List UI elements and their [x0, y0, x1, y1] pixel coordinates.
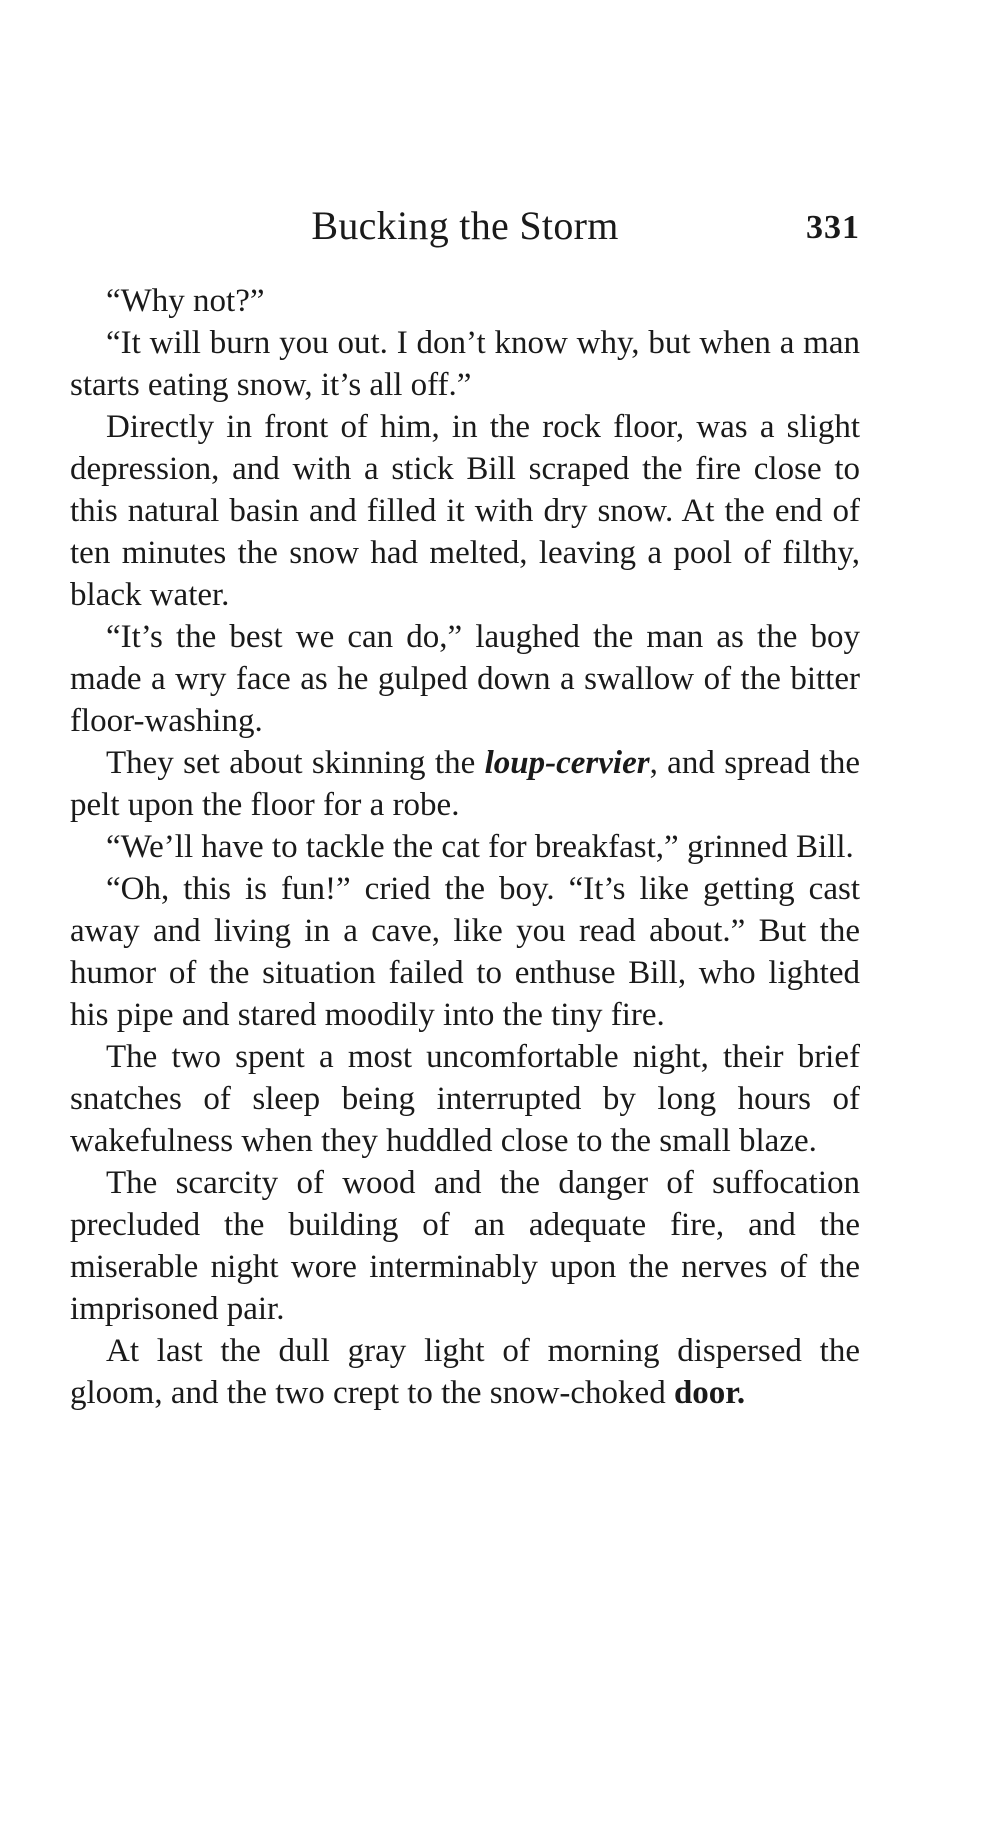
text-span: At last the dull gray light of morning dispersed the gloom, and the two crept to the snow-choked — [70, 1333, 860, 1411]
page-header — [70, 196, 860, 256]
body-text — [70, 280, 860, 1414]
paragraph: “We’ll have to tackle the cat for breakfast,” grinned Bill. — [106, 829, 854, 865]
paragraph: “It’s the best we can do,” laughed the man as the boy made a wry face as he gulped down a swallow of the bitter floor-washing. — [70, 619, 860, 739]
paragraph: The scarcity of wood and the danger of suffocation precluded the building of an adequate fire, and the miserable night wore interminably upon the nerves of the imprisoned pair. — [70, 1165, 860, 1327]
paragraph: The two spent a most uncomfortable night, their brief snatches of sleep being interrupted by long hours of wakefulness when they huddled close to the small blaze. — [70, 1039, 860, 1159]
page-number: 331 — [806, 209, 860, 246]
paragraph: Directly in front of him, in the rock floor, was a slight depression, and with a stick Bill scraped the fire close to this natural basin and filled it with dry snow. At the end of ten minutes the snow had melted, leaving a pool of filthy, black water. — [70, 409, 860, 613]
paragraph: “Oh, this is fun!” cried the boy. “It’s like getting cast away and living in a cave, like you read about.” But the humor of the situation failed to enthuse Bill, who lighted his pipe and stared moodily into the tiny fire. — [70, 871, 860, 1033]
paragraph — [70, 1330, 860, 1414]
text-span: They set about skinning the — [106, 745, 485, 781]
text-span: , and spread the pelt upon the floor for a robe. — [70, 745, 860, 823]
paragraph: “Why not?” — [106, 283, 265, 319]
running-title: Bucking the Storm — [311, 203, 619, 248]
paragraph — [70, 742, 860, 826]
paragraph: “It will burn you out. I don’t know why, but when a man starts eating snow, it’s all off.” — [70, 325, 860, 403]
text-span: door. — [673, 1375, 746, 1411]
italic-term: loup-cervier — [484, 745, 650, 781]
